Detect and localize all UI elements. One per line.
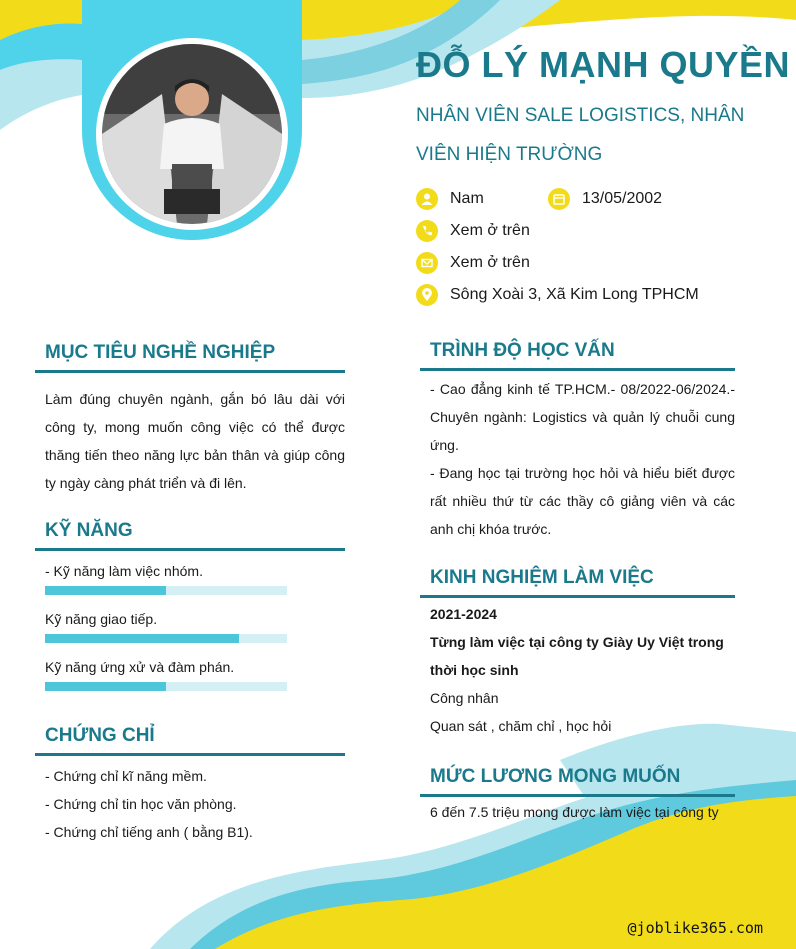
info-birthdate — [548, 188, 662, 210]
salary-heading: MỨC LƯƠNG MONG MUỐN — [420, 766, 735, 797]
phone-icon — [416, 220, 438, 242]
education-section — [420, 340, 735, 543]
email-value: Xem ở trên — [450, 254, 530, 271]
candidate-name: ĐỖ LÝ MẠNH QUYỀN — [416, 44, 791, 85]
skill-label: - Kỹ năng làm việc nhóm. — [45, 563, 203, 579]
info-gender — [416, 188, 484, 210]
experience-heading: KINH NGHIỆM LÀM VIỆC — [420, 567, 735, 598]
experience-period: 2021-2024 — [430, 606, 497, 622]
phone-value: Xem ở trên — [450, 222, 530, 239]
certificate-item: - Chứng chỉ tiếng anh ( bằng B1). — [45, 824, 253, 840]
skill-label: Kỹ năng ứng xử và đàm phán. — [45, 659, 235, 675]
info-email — [416, 252, 530, 274]
birthdate-value: 13/05/2002 — [582, 190, 663, 207]
skill-item — [45, 659, 345, 691]
skill-label: Kỹ năng giao tiếp. — [45, 611, 158, 627]
skill-bar — [45, 682, 287, 691]
skill-bar — [45, 634, 287, 643]
skill-bar — [45, 586, 287, 595]
avatar — [102, 44, 282, 224]
education-heading: TRÌNH ĐỘ HỌC VẤN — [420, 340, 735, 371]
skill-bar-fill — [45, 682, 166, 691]
info-address — [416, 284, 699, 306]
watermark: @joblike365.com — [627, 919, 763, 937]
calendar-icon — [548, 188, 570, 210]
skill-bar-fill — [45, 634, 239, 643]
skills-heading: KỸ NĂNG — [35, 520, 345, 551]
certificate-item: - Chứng chỉ tin học văn phòng. — [45, 796, 237, 812]
skills-section — [35, 520, 345, 691]
address-value: Sông Xoài 3, Xã Kim Long TPHCM — [450, 286, 699, 303]
info-phone — [416, 220, 530, 242]
skill-bar-fill — [45, 586, 166, 595]
education-entry: - Cao đẳng kinh tế TP.HCM.- 08/2022-06/2024.- Chuyên ngành: Logistics và quản lý chuỗi cung ứng. — [430, 381, 735, 453]
education-entry: - Đang học tại trường học hỏi và hiểu biết được rất nhiều thứ từ các thầy cô giảng viên và các anh chị khóa trước. — [430, 465, 735, 537]
certificate-item: - Chứng chỉ kĩ năng mềm. — [45, 768, 207, 784]
experience-company: Từng làm việc tại công ty Giày Uy Việt trong thời học sinh — [430, 634, 724, 678]
objective-section — [35, 342, 345, 497]
mail-icon — [416, 252, 438, 274]
user-icon — [416, 188, 438, 210]
job-title: NHÂN VIÊN SALE LOGISTICS, NHÂN VIÊN HIỆN TRƯỜNG — [416, 105, 745, 165]
experience-description: Quan sát , chăm chỉ , học hỏi — [430, 718, 612, 734]
skill-item — [45, 563, 345, 595]
skill-item — [45, 611, 345, 643]
certificates-section — [35, 725, 345, 846]
salary-section — [420, 766, 735, 826]
experience-section — [420, 567, 735, 740]
certificates-heading: CHỨNG CHỈ — [35, 725, 345, 756]
location-pin-icon — [416, 284, 438, 306]
gender-value: Nam — [450, 190, 484, 207]
experience-position: Công nhân — [430, 690, 499, 706]
objective-text: Làm đúng chuyên ngành, gắn bó lâu dài với công ty, mong muốn công việc có thể được thăng tiến theo năng lực bản thân và giúp công ty ngày càng phát triển và đi lên. — [45, 391, 345, 491]
salary-text: 6 đến 7.5 triệu mong được làm việc tại công ty — [430, 804, 719, 820]
objective-heading: MỤC TIÊU NGHỀ NGHIỆP — [35, 342, 345, 373]
